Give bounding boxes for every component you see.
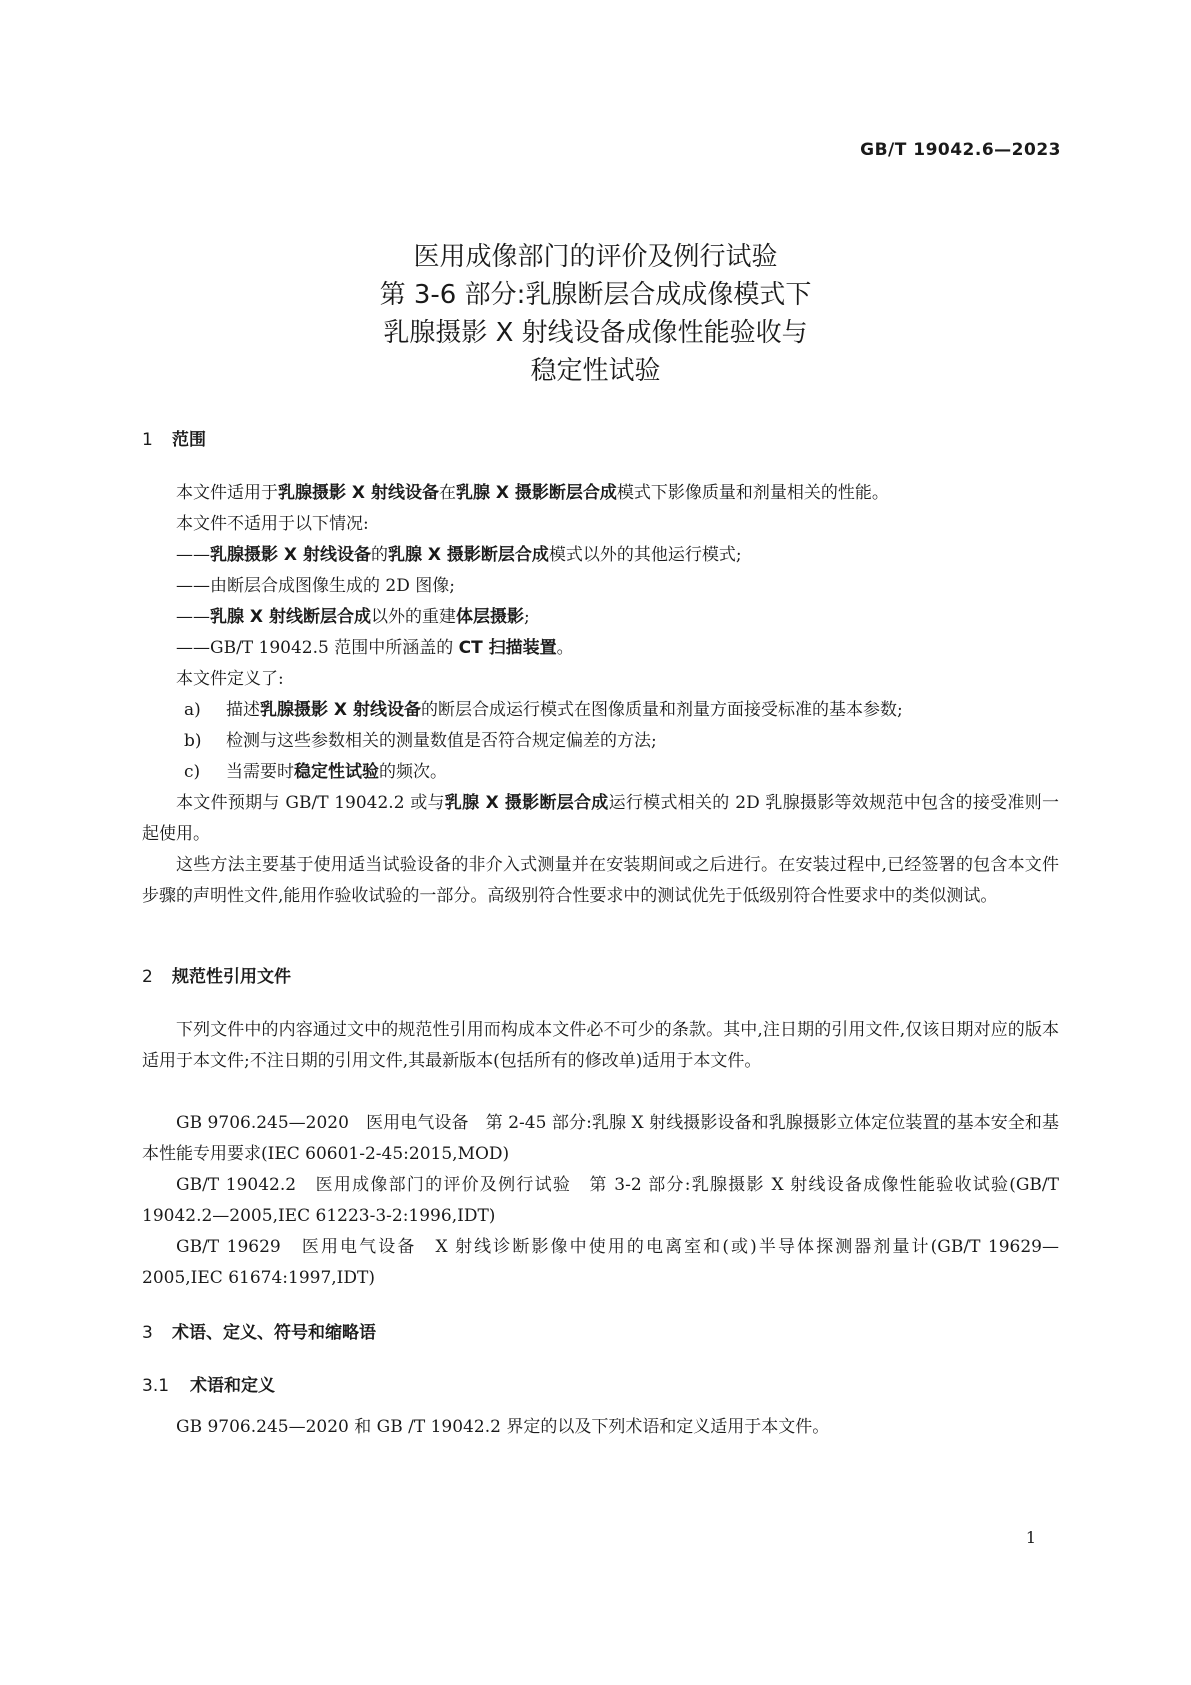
text-run: 本文件预期与 GB/T 19042.2 或与 xyxy=(176,793,445,813)
section-number: 1 xyxy=(142,430,153,450)
text-run: ; xyxy=(523,607,530,627)
paragraph xyxy=(142,478,1059,509)
text-run: 模式下影像质量和剂量相关的性能。 xyxy=(616,483,889,503)
list-label: a) xyxy=(184,700,201,720)
text-run: 以外的重建 xyxy=(370,607,456,627)
reference-item: GB/T 19042.2 医用成像部门的评价及例行试验 第 3-2 部分:乳腺摄影 X 射线设备成像性能验收试验(GB/T 19042.2—2005,IEC 61223-3-2:1996,IDT) xyxy=(142,1175,1059,1226)
text-run: ——GB/T 19042.5 范围中所涵盖的 xyxy=(176,638,459,658)
subsection-heading-3-1 xyxy=(142,1371,275,1396)
list-label: b) xyxy=(184,731,202,751)
text-run: 本文件适用于 xyxy=(176,483,278,503)
dash-item xyxy=(142,540,1059,571)
dash-item: ——由断层合成图像生成的 2D 图像; xyxy=(176,576,455,596)
section-heading-3 xyxy=(142,1318,376,1343)
list-label: c) xyxy=(184,762,201,782)
text-run: 的频次。 xyxy=(379,762,447,782)
term: 乳腺 X 射线断层合成 xyxy=(210,607,371,627)
section-title: 术语和定义 xyxy=(190,1376,275,1396)
reference-item: GB/T 19629 医用电气设备 X 射线诊断影像中使用的电离室和(或)半导体探测器剂量计(GB/T 19629—2005,IEC 61674:1997,IDT) xyxy=(142,1237,1059,1288)
section-number: 3.1 xyxy=(142,1376,170,1396)
title-line: 稳定性试验 xyxy=(530,356,661,386)
paragraph: 下列文件中的内容通过文中的规范性引用而构成本文件必不可少的条款。其中,注日期的引用文件,仅该日期对应的版本适用于本文件;不注日期的引用文件,其最新版本(包括所有的修改单)适用于本文件。 xyxy=(142,1020,1059,1071)
section-number: 3 xyxy=(142,1323,153,1343)
section-title: 规范性引用文件 xyxy=(172,967,291,987)
paragraph: GB 9706.245—2020 和 GB /T 19042.2 界定的以及下列术语和定义适用于本文件。 xyxy=(176,1417,830,1437)
section-heading-2 xyxy=(142,962,291,987)
section-number: 2 xyxy=(142,967,153,987)
list-item xyxy=(184,695,903,726)
section-title: 术语、定义、符号和缩略语 xyxy=(172,1323,376,1343)
term: 乳腺摄影 X 射线设备 xyxy=(278,483,439,503)
document-title xyxy=(0,238,1191,390)
section-title: 范围 xyxy=(172,430,206,450)
list-item xyxy=(184,757,447,788)
text-run: 当需要时 xyxy=(226,762,294,782)
title-line: 第 3-6 部分:乳腺断层合成成像模式下 xyxy=(379,280,812,310)
text-run: 检测与这些参数相关的测量数值是否符合规定偏差的方法; xyxy=(226,731,657,751)
term: 乳腺摄影 X 射线设备 xyxy=(210,545,371,565)
list-item xyxy=(184,726,657,757)
text-run: 模式以外的其他运行模式; xyxy=(548,545,742,565)
term: 乳腺摄影 X 射线设备 xyxy=(260,700,421,720)
title-line: 乳腺摄影 X 射线设备成像性能验收与 xyxy=(383,318,808,348)
text-run: 的断层合成运行模式在图像质量和剂量方面接受标准的基本参数; xyxy=(420,700,903,720)
text-run: 在 xyxy=(438,483,456,503)
term: 乳腺 X 摄影断层合成 xyxy=(387,545,549,565)
dash-item xyxy=(142,633,1059,664)
term: CT 扫描装置 xyxy=(458,638,557,658)
term: 体层摄影 xyxy=(455,607,524,627)
text-run: 描述 xyxy=(226,700,260,720)
dash-item xyxy=(142,602,1059,633)
paragraph: 本文件定义了: xyxy=(176,669,284,689)
text-run: —— xyxy=(176,545,210,565)
paragraph: 本文件不适用于以下情况: xyxy=(176,514,369,534)
text-run: 。 xyxy=(556,638,574,658)
term: 乳腺 X 摄影断层合成 xyxy=(444,793,609,813)
page-number: 1 xyxy=(1025,1528,1036,1547)
standard-number: GB/T 19042.6—2023 xyxy=(860,140,1061,160)
text-run: 运行模式相关的 2D 乳腺摄影等效规范中包含的接受准则一起使用。 xyxy=(142,793,1059,844)
paragraph xyxy=(142,788,1059,850)
paragraph: 这些方法主要基于使用适当试验设备的非介入式测量并在安装期间或之后进行。在安装过程中,已经签署的包含本文件步骤的声明性文件,能用作验收试验的一部分。高级别符合性要求中的测试优先于低级别符合性要求中的类似测试。 xyxy=(142,855,1059,906)
text-run: —— xyxy=(176,607,210,627)
text-run: 的 xyxy=(370,545,388,565)
title-line: 医用成像部门的评价及例行试验 xyxy=(413,242,778,272)
term: 乳腺 X 摄影断层合成 xyxy=(455,483,617,503)
section-heading-1 xyxy=(142,425,206,450)
reference-item: GB 9706.245—2020 医用电气设备 第 2-45 部分:乳腺 X 射线摄影设备和乳腺摄影立体定位装置的基本安全和基本性能专用要求(IEC 60601-2-45:2015,MOD) xyxy=(142,1113,1059,1164)
term: 稳定性试验 xyxy=(294,762,379,782)
